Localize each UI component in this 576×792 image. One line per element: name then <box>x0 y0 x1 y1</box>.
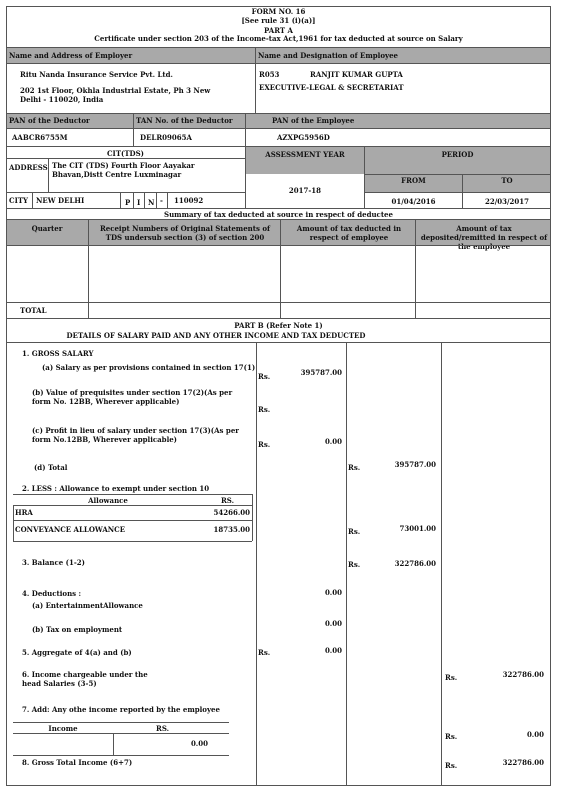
income-rs-header: RS. <box>156 724 170 733</box>
rs-c: Rs. <box>258 440 271 449</box>
col-receipt-numbers: Receipt Numbers of Original Statements of TDS undersub section (3) of section 200 <box>99 224 271 242</box>
summary-title: Summary of tax deducted at source in respect of deductee <box>164 210 393 219</box>
employee-heading: Name and Designation of Employee <box>258 51 398 60</box>
less-allowance-label: 2. LESS : Allowance to exempt under section 10 <box>22 484 210 493</box>
col-tax-deducted: Amount of tax deducted in respect of employee <box>296 224 402 242</box>
item-a-label: (a) Salary as per provisions contained in section 17(1) <box>42 363 256 372</box>
employee-name: RANJIT KUMAR GUPTA <box>310 70 403 79</box>
city-label: CITY <box>9 196 29 205</box>
rs-5: Rs. <box>258 648 271 657</box>
rs-3: Rs. <box>348 560 361 569</box>
rs-2: Rs. <box>348 527 361 536</box>
city-value: NEW DELHI <box>36 196 85 205</box>
assessment-year: 2017-18 <box>288 186 322 195</box>
allowance-conveyance-name: CONVEYANCE ALLOWANCE <box>15 525 126 534</box>
pin-label-p: P <box>125 198 131 207</box>
amount-8: 322786.00 <box>502 758 544 767</box>
pan-employee: AZXPG5956D <box>277 133 330 142</box>
part-a-label: PART A <box>264 26 293 35</box>
allowance-hra-name: HRA <box>15 508 33 517</box>
item-b-label: (b) Value of prequisites under section 17(2)(As per form No. 12BB, Wherever applicable) <box>32 388 233 406</box>
income-chargeable-label: 6. Income chargeable under the head Salaries (3-5) <box>22 670 148 688</box>
allowance-rs-header: RS. <box>220 496 235 505</box>
amount-5: 0.00 <box>324 646 342 655</box>
summary-total-label: TOTAL <box>20 306 47 315</box>
add-other-income-label: 7. Add: Any othe income reported by the employee <box>22 705 220 714</box>
period-from-label: FROM <box>401 176 426 185</box>
other-income-amount: 0.00 <box>190 739 208 748</box>
employee-code: R053 <box>259 70 280 79</box>
cit-address: The CIT (TDS) Fourth Floor Aayakar Bhavan,Distt Centre Luxminagar <box>52 161 195 179</box>
assessment-year-label: ASSESSMENT YEAR <box>265 150 345 159</box>
income-col-header: Income <box>48 724 78 733</box>
tan-deductor-label: TAN No. of the Deductor <box>136 116 233 125</box>
amount-c: 0.00 <box>324 437 342 446</box>
certificate-title: Certificate under section 203 of the Income-tax Act,1961 for tax deducted at source on Salary <box>94 34 463 43</box>
pin-label-dash: - <box>160 196 163 205</box>
allowance-conveyance-amount: 18735.00 <box>213 525 250 534</box>
amount-2: 73001.00 <box>399 524 436 533</box>
rs-8: Rs. <box>445 761 458 770</box>
form-number: FORM NO. 16 <box>251 7 306 16</box>
period-to: 22/03/2017 <box>484 197 530 206</box>
employer-name: Ritu Nanda Insurance Service Pvt. Ltd. <box>20 70 173 79</box>
amount-a: 395787.00 <box>300 368 342 377</box>
part-b-title: PART B (Refer Note 1) <box>234 321 323 330</box>
amount-7: 0.00 <box>526 730 544 739</box>
pan-employee-label: PAN of the Employee <box>272 116 355 125</box>
employer-address: 202 1st Floor, Okhla Industrial Estate, Ph 3 New Delhi - 110020, India <box>20 86 211 104</box>
amount-6: 322786.00 <box>502 670 544 679</box>
amount-4b: 0.00 <box>324 619 342 628</box>
employer-heading: Name and Address of Employer <box>9 51 133 60</box>
gross-salary-label: 1. GROSS SALARY <box>22 349 94 358</box>
rs-7: Rs. <box>445 732 458 741</box>
cit-heading: CIT(TDS) <box>106 149 144 158</box>
rs-d: Rs. <box>348 463 361 472</box>
gross-total-income-label: 8. Gross Total Income (6+7) <box>22 758 133 767</box>
pin-code: 110092 <box>174 196 204 205</box>
aggregate-label: 5. Aggregate of 4(a) and (b) <box>22 648 132 657</box>
pan-deductor-label: PAN of the Deductor <box>9 116 90 125</box>
pin-label-n: N <box>148 198 155 207</box>
rs-a: Rs. <box>258 372 271 381</box>
amount-d: 395787.00 <box>394 460 436 469</box>
item-d-label: (d) Total <box>34 463 68 472</box>
deductions-label: 4. Deductions : <box>22 589 82 598</box>
balance-label: 3. Balance (1-2) <box>22 558 85 567</box>
pin-label-i: I <box>137 198 141 207</box>
rs-6: Rs. <box>445 673 458 682</box>
cit-address-label: ADDRESS <box>9 163 48 172</box>
part-b-subtitle: DETAILS OF SALARY PAID AND ANY OTHER INCOME AND TAX DEDUCTED <box>66 331 366 340</box>
col-quarter: Quarter <box>31 224 63 233</box>
allowance-hra-amount: 54266.00 <box>213 508 250 517</box>
entertainment-allowance-label: (a) EntertainmentAllowance <box>32 601 143 610</box>
period-from: 01/04/2016 <box>391 197 436 206</box>
col-tax-deposited: Amount of tax deposited/remitted in respect of the employee <box>420 224 548 251</box>
period-to-label: TO <box>501 176 513 185</box>
employee-designation: EXECUTIVE-LEGAL & SECRETARIAT <box>259 83 404 92</box>
amount-3: 322786.00 <box>394 559 436 568</box>
rule-reference: [See rule 31 (i)(a)] <box>241 16 316 25</box>
tax-on-employment-label: (b) Tax on employment <box>32 625 123 634</box>
period-label: PERIOD <box>441 150 474 159</box>
tan-deductor: DELR09065A <box>140 133 192 142</box>
item-c-label: (c) Profit in lieu of salary under section 17(3)(As per form No.12BB, Wherever applicable) <box>32 426 239 444</box>
allowance-col-header: Allowance <box>88 496 128 505</box>
amount-4a: 0.00 <box>324 588 342 597</box>
rs-b: Rs. <box>258 405 271 414</box>
pan-deductor: AABCR6755M <box>12 133 68 142</box>
